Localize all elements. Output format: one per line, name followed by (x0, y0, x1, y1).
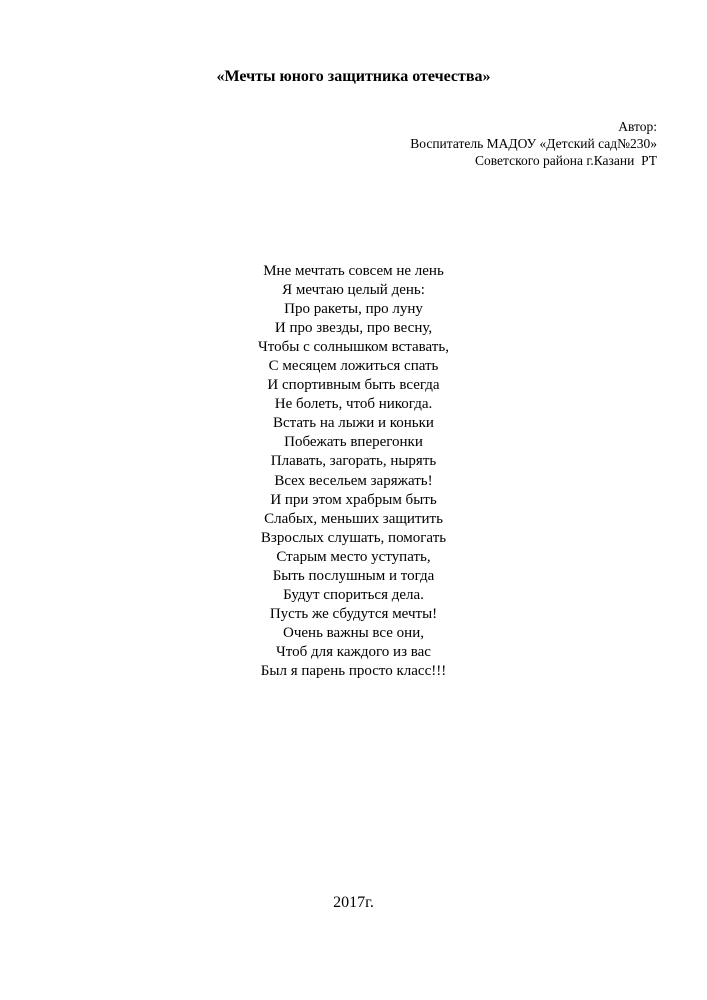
poem-line: Всех весельем заряжать! (274, 472, 433, 489)
poem-line: И спортивным быть всегда (267, 377, 440, 394)
poem-line: Был я парень просто класс!!! (260, 662, 447, 679)
author-position: Воспитатель МАДОУ «Детский сад№230» (410, 136, 657, 151)
poem-line: Про ракеты, про луну (284, 301, 423, 318)
poem-line: Мне мечтать совсем не лень (263, 263, 444, 279)
poem-line: И при этом храбрым быть (270, 491, 437, 508)
document-year: 2017г. (333, 894, 374, 911)
poem-body (0, 262, 707, 681)
poem-line: Не болеть, чтоб никогда. (274, 396, 433, 413)
poem-line: Чтоб для каждого из вас (276, 643, 431, 660)
poem-line: Пусть же сбудутся мечты! (269, 605, 438, 622)
poem-line: Очень важны все они, (283, 624, 424, 641)
author-location: Советского района г.Казани РТ (474, 153, 657, 168)
poem-line: Быть послушным и тогда (272, 567, 435, 584)
poem-line: Я мечтаю целый день: (282, 282, 425, 299)
document-title: «Мечты юного защитника отечества» (216, 68, 491, 85)
poem-line: Слабых, меньших защитить (264, 510, 443, 527)
poem-line: Плавать, загорать, нырять (270, 453, 437, 470)
poem-line: Взрослых слушать, помогать (260, 529, 447, 546)
author-block (410, 118, 657, 169)
author-label: Автор: (618, 119, 657, 134)
poem-line: Побежать вперегонки (284, 434, 423, 451)
poem-line: И про звезды, про весну, (274, 320, 433, 337)
poem-line: Будут спориться дела. (283, 586, 424, 603)
poem-line: Встать на лыжи и коньки (273, 415, 434, 432)
poem-line: Старым место уступать, (276, 548, 431, 565)
poem-line: Чтобы с солнышком вставать, (258, 339, 449, 356)
poem-line: С месяцем ложиться спать (268, 358, 439, 375)
